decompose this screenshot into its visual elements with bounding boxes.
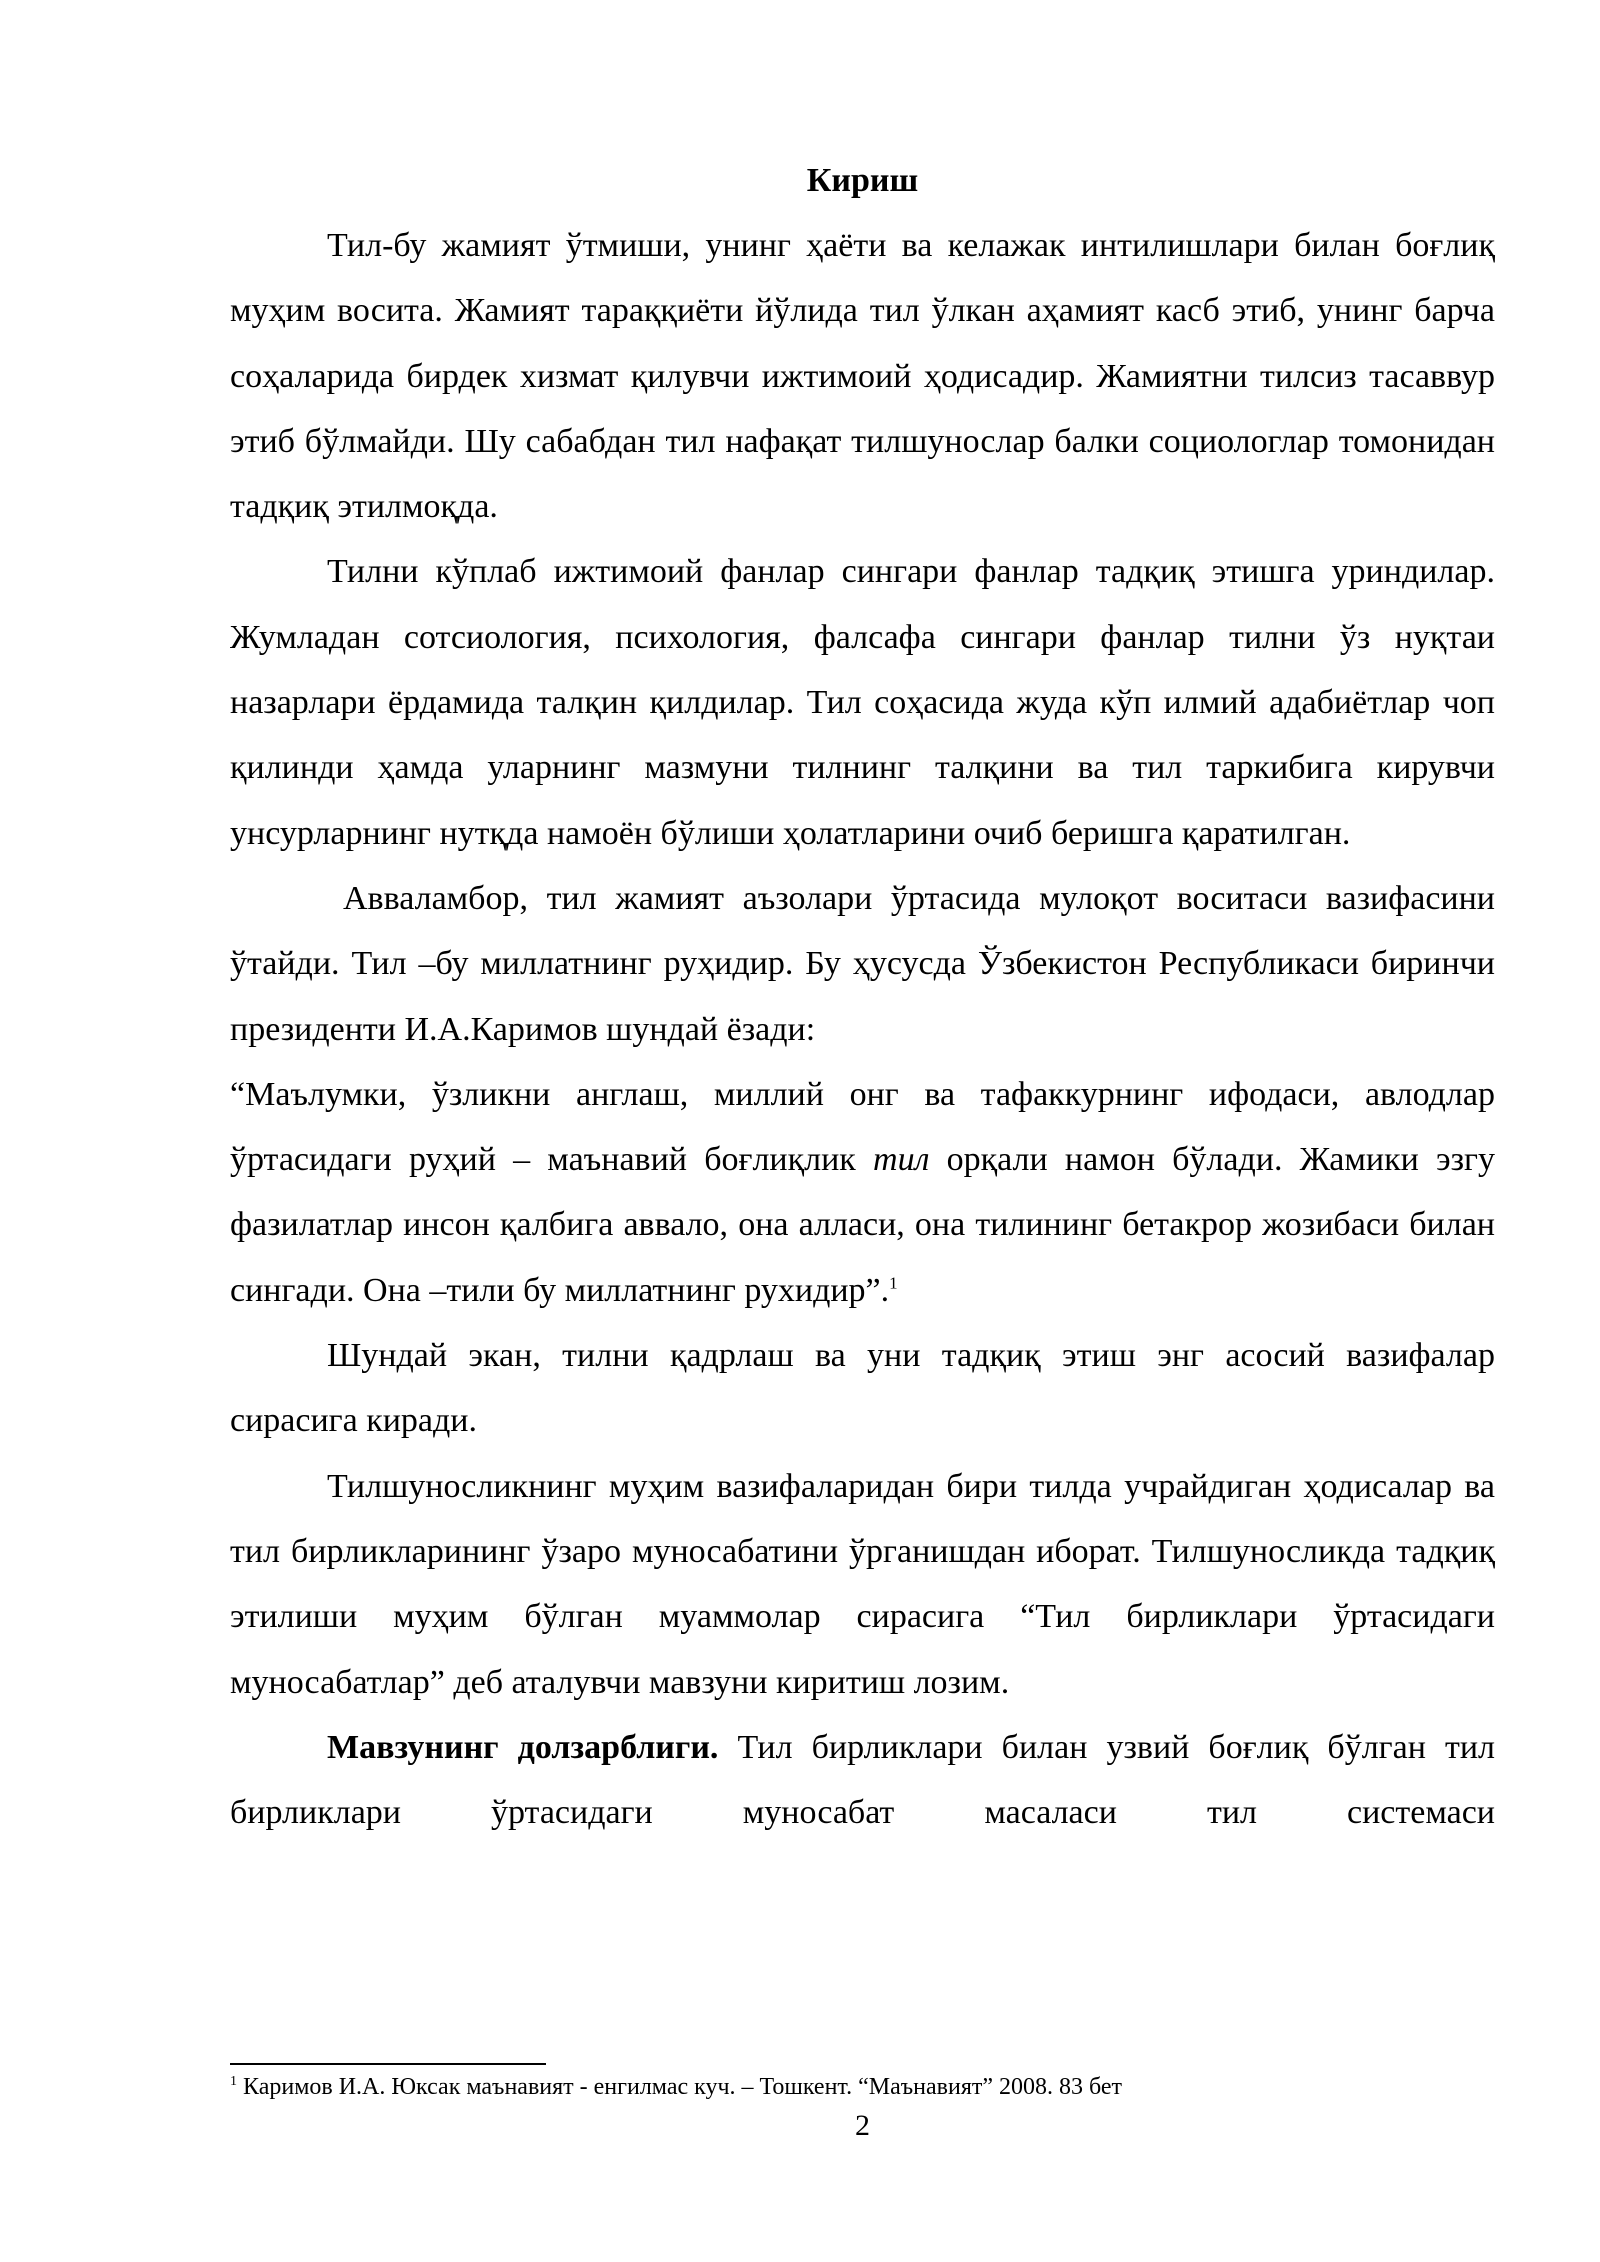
paragraph-7-heading: Мавзунинг долзарблиги. <box>327 1728 719 1766</box>
paragraph-5: Шундай экан, тилни қадрлаш ва уни тадқиқ этиш энг асосий вазифалар сирасига киради. <box>230 1337 1495 1440</box>
paragraph-7-text: Тил бирликлари билан узвий боғлиқ бўлган тил бирликлари ўртасидаги муносабат масаласи тил системаси <box>230 1728 1495 1832</box>
document-body <box>230 148 1495 1845</box>
quote-text-end: орқали намон бўлади. Жамики эзгу фазилатлар инсон қалбига аввало, она алласи, она тилининг бетакрор жозибаси билан сингади. Она –тили бу миллатнинг рухидир”. <box>230 1141 1495 1309</box>
quote-text-start: “Маълумки, ўзликни англаш, миллий онг ва тафаккурнинг ифодаси, авлодлар ўртасидаги руҳий – маънавий боғлиқлик <box>230 1075 1495 1179</box>
paragraph-6: Тилшуносликнинг муҳим вазифаларидан бири тилда учрайдиган ҳодисалар ва тил бирликларининг ўзаро муносабатини ўрганишдан иборат. Тилшуносликда тадқиқ этилиши муҳим бўлган муаммолар сирасига “Тил бирликлари ўртасидаги муносабатлар” деб аталувчи мавзуни киритиш лозим. <box>230 1467 1495 1701</box>
paragraph-2: Тилни кўплаб ижтимоий фанлар сингари фанлар тадқиқ этишга уриндилар. Жумладан сотсиология, психология, фалсафа сингари фанлар тилни ўз нуқтаи назарлари ёрдамида талқин қилдилар. Тил соҳасида жуда кўп илмий адабиётлар чоп қилинди ҳамда уларнинг мазмуни тилнинг талқини ва тил таркибига кирувчи унсурларнинг нутқда намоён бўлиши ҳолатларини очиб беришга қаратилган. <box>230 553 1495 852</box>
footnote <box>230 2072 1495 2102</box>
footnote-text: Каримов И.А. Юксак маънавият - енгилмас куч. – Тошкент. “Маънавият” 2008. 83 бет <box>237 2074 1123 2100</box>
footnote-reference[interactable]: 1 <box>889 1273 898 1293</box>
paragraph-7 <box>230 1715 1495 1846</box>
paragraph-1: Тил-бу жамият ўтмиши, унинг ҳаёти ва келажак интилишлари билан боғлиқ муҳим восита. Жамият тараққиёти йўлида тил ўлкан аҳамият касб этиб, унинг барча соҳаларида бирдек хизмат қилувчи ижтимоий ҳодисадир. Жамиятни тилсиз тасаввур этиб бўлмайди. Шу сабабдан тил нафақат тилшунослар балки социологлар томонидан тадқиқ этилмоқда. <box>230 227 1495 526</box>
paragraph-4-quote <box>230 1062 1495 1323</box>
paragraph-3: Авваламбор, тил жамият аъзолари ўртасида мулоқот воситаси вазифасини ўтайди. Тил –бу миллатнинг руҳидир. Бу ҳусусда Ўзбекистон Республикаси биринчи президенти И.А.Каримов шундай ёзади: <box>230 879 1495 1048</box>
quote-italic-word: тил <box>873 1141 930 1179</box>
footnote-marker: 1 <box>230 2074 237 2089</box>
page-number: 2 <box>855 2109 870 2142</box>
section-title: Кириш <box>806 162 919 199</box>
footnote-separator <box>230 2063 546 2065</box>
